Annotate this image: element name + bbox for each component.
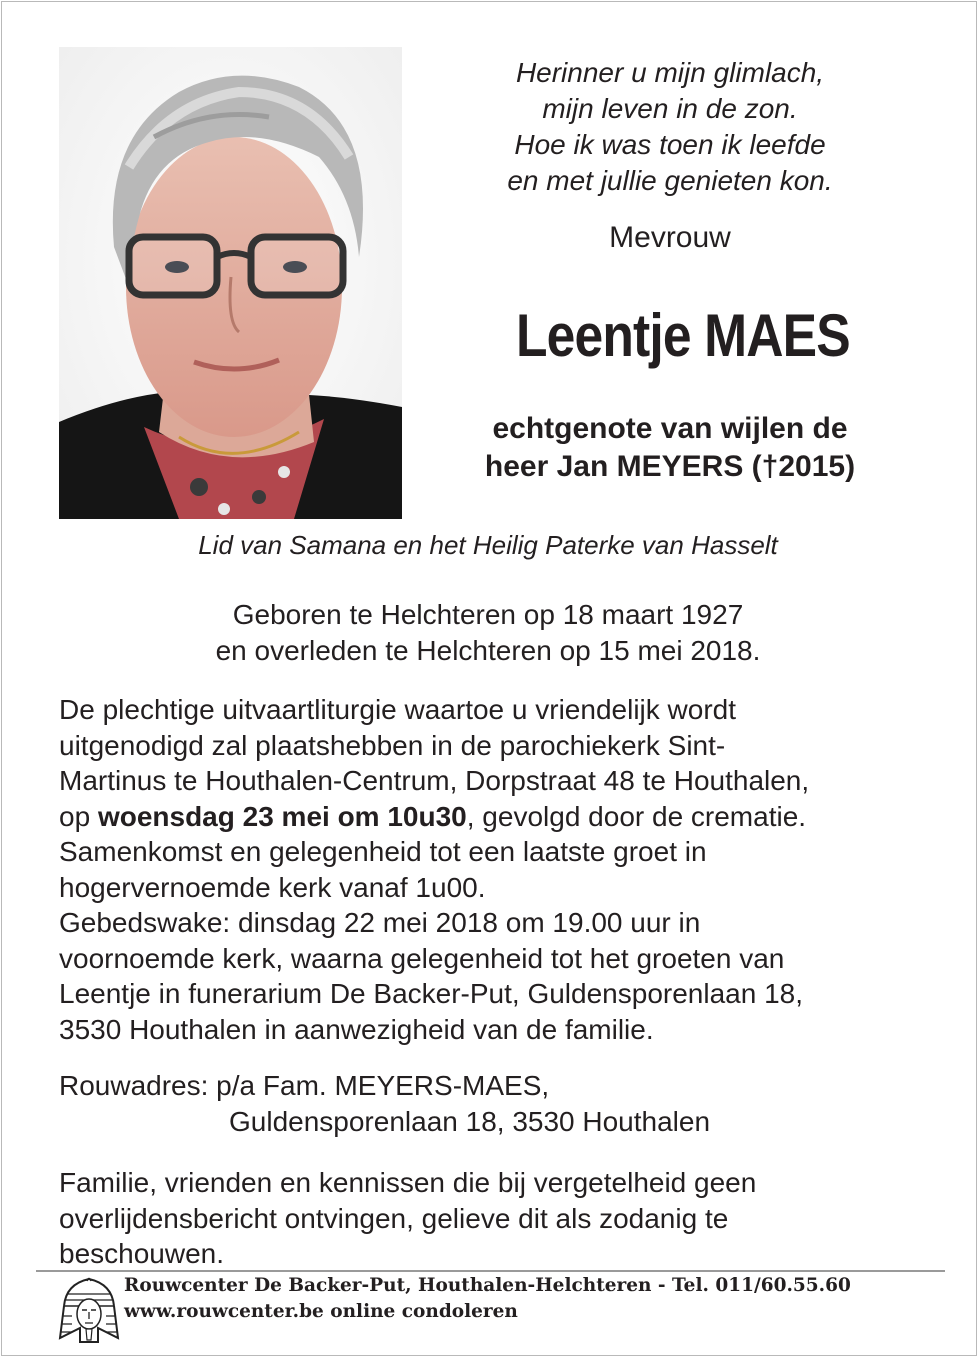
company-line: Rouwcenter De Backer-Put, Houthalen-Helchteren - Tel. 011/60.55.60 xyxy=(124,1275,851,1296)
funeral-line: voornoemde kerk, waarna gelegenheid tot het groeten van xyxy=(59,942,785,974)
footer-divider xyxy=(36,1270,945,1272)
funeral-line: Leentje in funerarium De Backer-Put, Guldensporenlaan 18, xyxy=(59,978,803,1009)
funeral-date-time: woensdag 23 mei om 10u30 xyxy=(97,800,467,832)
deceased-name: Leentje MAES xyxy=(516,302,850,369)
poem-line: mijn leven in de zon. xyxy=(542,93,798,124)
funeral-line: De plechtige uitvaartliturgie waartoe u vriendelijk wordt xyxy=(59,694,737,725)
funeral-line: Martinus te Houthalen-Centrum, Dorpstraat 48 te Houthalen, xyxy=(59,765,810,796)
notice-line: overlijdensbericht ontvingen, gelieve dit als zodanig te xyxy=(59,1202,729,1234)
spouse-line: heer Jan MEYERS (†2015) xyxy=(484,450,856,483)
pharaoh-head-logo-icon xyxy=(58,1276,120,1344)
funeral-details xyxy=(59,692,939,1047)
notice-line: Familie, vrienden en kennissen die bij vergetelheid geen xyxy=(59,1167,757,1198)
poem-line: Hoe ik was toen ik leefde xyxy=(514,129,826,160)
membership: Lid van Samana en het Heilig Paterke van Hasselt xyxy=(198,530,778,560)
funeral-line: Samenkomst en gelegenheid tot een laatste groet in xyxy=(59,836,707,867)
website-link[interactable]: www.rouwcenter.be online condoleren xyxy=(124,1301,518,1322)
portrait-photo xyxy=(59,47,402,519)
funeral-text: op xyxy=(59,800,98,832)
poem xyxy=(455,55,885,199)
funeral-line: 3530 Houthalen in aanwezigheid van de familie. xyxy=(59,1013,654,1045)
poem-line: Herinner u mijn glimlach, xyxy=(515,57,825,88)
funeral-line: Gebedswake: dinsdag 22 mei 2018 om 19.00 uur in xyxy=(59,907,701,938)
mourning-address xyxy=(59,1068,939,1140)
funeral-line: hogervernoemde kerk vanaf 1u00. xyxy=(59,871,486,903)
notice-line: beschouwen. xyxy=(59,1238,225,1269)
address-line: Guldensporenlaan 18, 3530 Houthalen xyxy=(229,1106,711,1137)
birth-death-dates xyxy=(0,597,976,669)
poem-line: en met jullie genieten kon. xyxy=(507,165,833,196)
footer xyxy=(124,1273,944,1325)
funeral-text: , gevolgd door de crematie. xyxy=(466,800,807,832)
spouse-info xyxy=(430,410,910,486)
notice-text xyxy=(59,1165,939,1272)
birth-line: Geboren te Helchteren op 18 maart 1927 xyxy=(232,599,744,630)
funeral-line: uitgenodigd zal plaatshebben in de parochiekerk Sint- xyxy=(59,729,726,761)
death-line: en overleden te Helchteren op 15 mei 2018. xyxy=(215,635,761,666)
funeral-line xyxy=(59,799,939,835)
spouse-line: echtgenote van wijlen de xyxy=(492,412,848,445)
honorific: Mevrouw xyxy=(609,221,731,254)
address-line: Rouwadres: p/a Fam. MEYERS-MAES, xyxy=(59,1070,550,1101)
